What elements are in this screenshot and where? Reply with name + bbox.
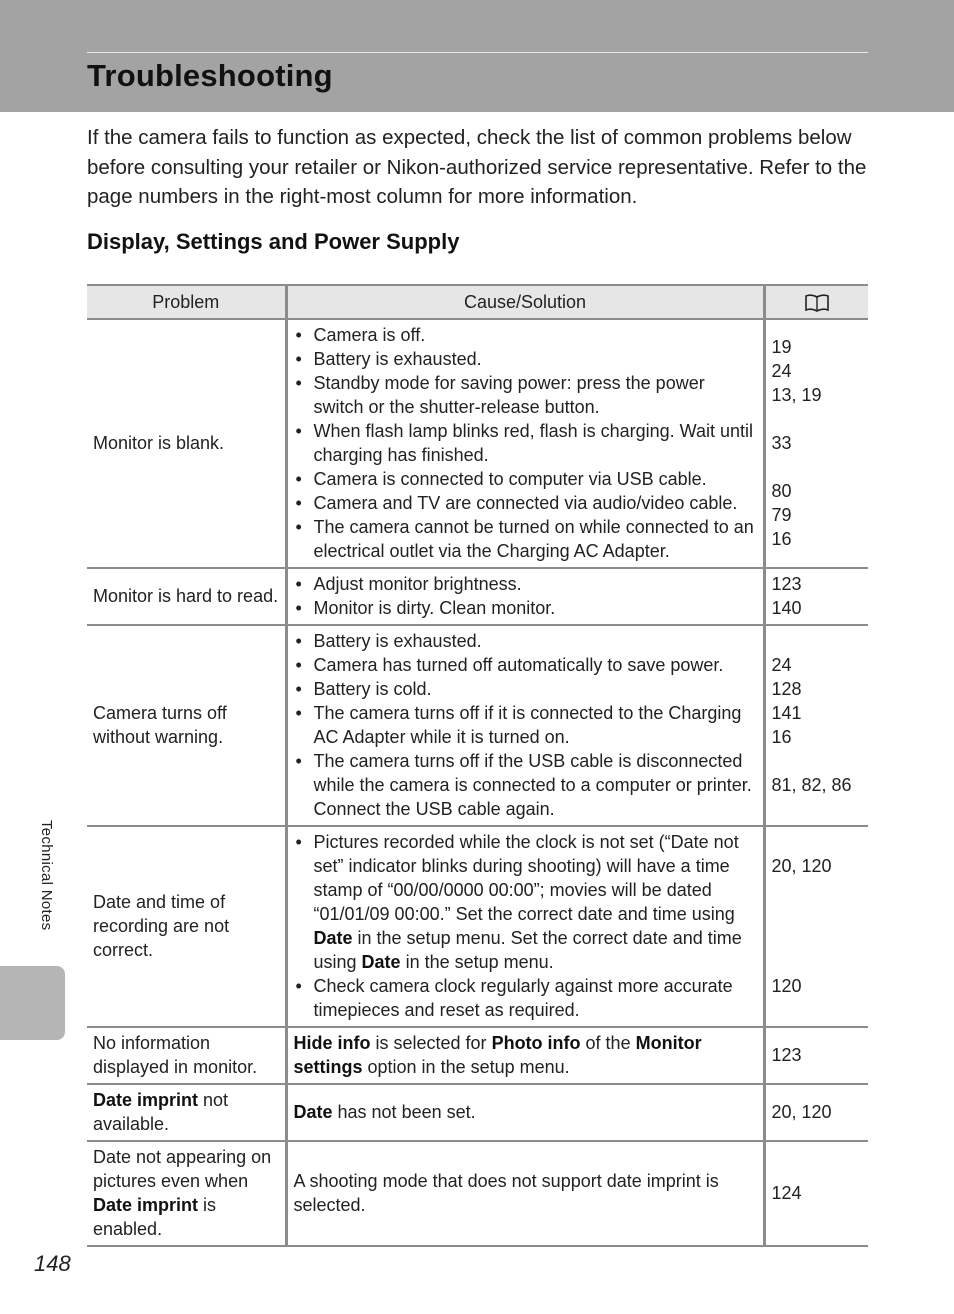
page-ref: 140 <box>771 598 802 618</box>
page-number: 148 <box>34 1251 71 1276</box>
list-item: • When flash lamp blinks red, flash is charging. Wait until charging has finished. <box>294 419 758 467</box>
troubleshooting-table <box>87 284 868 1247</box>
page-ref: 24 <box>771 655 792 675</box>
table-row <box>87 319 868 568</box>
page-ref: 141 <box>771 703 802 723</box>
intro-paragraph: If the camera fails to function as expected, check the list of common problems below before consulting your retailer or Nikon-authorized service representative. Refer to the page numbers in the right-most column for more information. <box>87 126 867 208</box>
page-ref: 16 <box>771 727 792 747</box>
table-row <box>87 826 868 1027</box>
problem-cell: Monitor is hard to read. <box>87 568 286 625</box>
list-item: • Standby mode for saving power: press the power switch or the shutter-release button. <box>294 371 758 419</box>
list-item: • The camera cannot be turned on while connected to an electrical outlet via the Charging AC Adapter. <box>294 515 758 563</box>
problem-cell: Camera turns off without warning. <box>87 625 286 826</box>
list-item: • Adjust monitor brightness. <box>294 572 758 596</box>
page-ref: 81, 82, 86 <box>771 775 852 795</box>
cause-cell <box>286 826 764 1027</box>
page-ref: 19 <box>771 337 792 357</box>
page-ref-cell <box>764 568 868 625</box>
page-ref: 80 <box>771 481 792 501</box>
problem-cell: Monitor is blank. <box>87 319 286 568</box>
list-item: • Battery is exhausted. <box>294 629 758 653</box>
list-item: • Camera and TV are connected via audio/video cable. <box>294 491 758 515</box>
column-header-reference <box>764 285 868 319</box>
problem-cell: Date not appearing on pictures even when Date imprint is enabled. <box>87 1141 286 1246</box>
page-ref: 123 <box>771 574 802 594</box>
list-item: • Check camera clock regularly against more accurate timepieces and reset as required. <box>294 974 758 1022</box>
page-ref: 20, 120 <box>771 856 832 876</box>
page-ref: 33 <box>771 433 792 453</box>
side-tab-label: Technical Notes <box>38 820 55 931</box>
page-ref: 13, 19 <box>771 385 822 405</box>
page-ref-cell: 124 <box>764 1141 868 1246</box>
table-header-row <box>87 285 868 319</box>
list-item: • The camera turns off if the USB cable is disconnected while the camera is connected to a computer or printer. Connect the USB cable again. <box>294 749 758 821</box>
page-ref: 24 <box>771 361 792 381</box>
page-ref: 120 <box>771 976 802 996</box>
column-header-problem: Problem <box>87 285 286 319</box>
page-title: Troubleshooting <box>87 58 333 93</box>
header-band <box>0 0 954 112</box>
list-item: • The camera turns off if it is connected to the Charging AC Adapter while it is turned on. <box>294 701 758 749</box>
header-rule <box>87 52 868 53</box>
cause-cell <box>286 319 764 568</box>
table-row <box>87 568 868 625</box>
list-item: • Camera is off. <box>294 323 758 347</box>
problem-cell: No information displayed in monitor. <box>87 1027 286 1084</box>
column-header-cause-solution: Cause/Solution <box>286 285 764 319</box>
list-item: • Battery is cold. <box>294 677 758 701</box>
page-ref-cell: 20, 120 <box>764 1084 868 1141</box>
problem-cell: Date imprint not available. <box>87 1084 286 1141</box>
list-item: • Battery is exhausted. <box>294 347 758 371</box>
table-row <box>87 1141 868 1246</box>
cause-cell: Hide info is selected for Photo info of the Monitor settings option in the setup menu. <box>286 1027 764 1084</box>
page-ref: 79 <box>771 505 792 525</box>
book-reference-icon <box>804 294 830 312</box>
cause-cell <box>286 625 764 826</box>
list-item: • Monitor is dirty. Clean monitor. <box>294 596 758 620</box>
page-ref-cell: 123 <box>764 1027 868 1084</box>
problem-cell: Date and time of recording are not correct. <box>87 826 286 1027</box>
page-ref-cell <box>764 625 868 826</box>
cause-cell: A shooting mode that does not support date imprint is selected. <box>286 1141 764 1246</box>
table-row <box>87 1084 868 1141</box>
table-row <box>87 625 868 826</box>
page-ref-cell <box>764 319 868 568</box>
list-item: • Pictures recorded while the clock is not set (“Date not set” indicator blinks during shooting) will have a time stamp of “00/00/0000 00:00”; movies will be dated “01/01/09 00:00.” Set the correct date and time using Date in the setup menu. Set the correct date and time using Date in the setup menu. <box>294 830 758 974</box>
list-item: • Camera is connected to computer via USB cable. <box>294 467 758 491</box>
list-item: • Camera has turned off automatically to save power. <box>294 653 758 677</box>
side-tab <box>0 966 65 1040</box>
cause-cell: Date has not been set. <box>286 1084 764 1141</box>
page-ref: 16 <box>771 529 792 549</box>
cause-cell <box>286 568 764 625</box>
page-ref: 128 <box>771 679 802 699</box>
page-ref-cell <box>764 826 868 1027</box>
section-title: Display, Settings and Power Supply <box>87 229 460 254</box>
table-row <box>87 1027 868 1084</box>
